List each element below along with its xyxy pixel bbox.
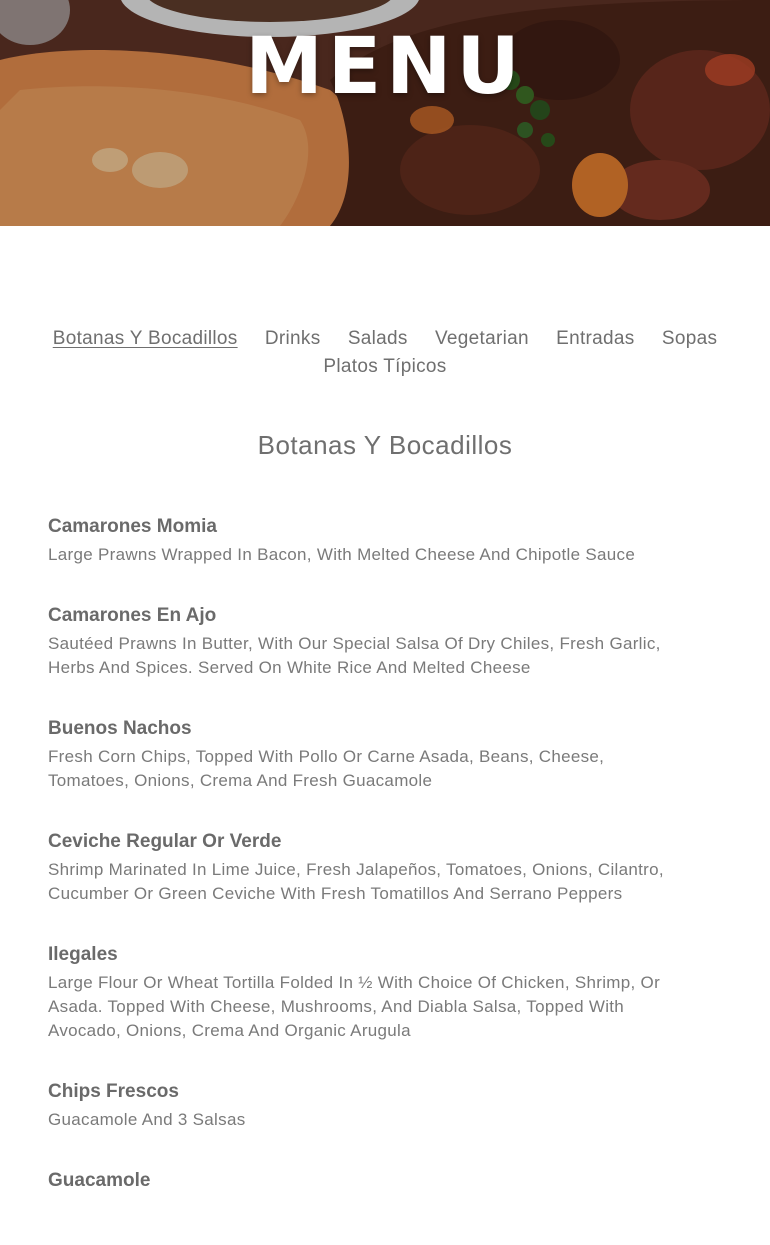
menu-item-description: Guacamole And 3 Salsas	[48, 1110, 246, 1129]
menu-item-name: Ceviche Regular Or Verde	[48, 831, 282, 852]
menu-category-nav	[40, 325, 730, 381]
nav-item-sopas[interactable]: Sopas	[661, 328, 718, 349]
menu-item-description: Sautéed Prawns In Butter, With Our Special Salsa Of Dry Chiles, Fresh Garlic, Herbs And Spices. Served On White Rice And Melted Cheese	[48, 634, 661, 677]
menu-item	[48, 715, 678, 793]
menu-item-name: Buenos Nachos	[48, 718, 192, 739]
menu-item-list	[48, 513, 678, 1230]
menu-item	[48, 828, 678, 906]
menu-item	[48, 513, 678, 567]
nav-item-vegetarian[interactable]: Vegetarian	[435, 328, 529, 349]
menu-item-name: Guacamole	[48, 1170, 151, 1191]
menu-item-name: Camarones En Ajo	[48, 605, 217, 626]
menu-item-name: Chips Frescos	[48, 1081, 179, 1102]
nav-item-drinks[interactable]: Drinks	[264, 328, 321, 349]
section-title: Botanas Y Bocadillos	[257, 430, 513, 460]
menu-item	[48, 1078, 678, 1132]
menu-item-name: Ilegales	[48, 944, 118, 965]
menu-item-name: Camarones Momia	[48, 516, 217, 537]
page-title: MENU	[245, 22, 525, 112]
menu-item-description: Large Prawns Wrapped In Bacon, With Melted Cheese And Chipotle Sauce	[48, 545, 636, 564]
nav-item-salads[interactable]: Salads	[347, 328, 408, 349]
nav-item-botanas-y-bocadillos[interactable]: Botanas Y Bocadillos	[52, 328, 238, 349]
menu-item	[48, 1167, 678, 1195]
menu-item-description: Large Flour Or Wheat Tortilla Folded In ½ With Choice Of Chicken, Shrimp, Or Asada. Topped With Cheese, Mushrooms, And Diabla Salsa, Topped With Avocado, Onions, Crema And Organic Arugula	[48, 973, 661, 1040]
menu-item-description: Shrimp Marinated In Lime Juice, Fresh Jalapeños, Tomatoes, Onions, Cilantro, Cucumber Or Green Ceviche With Fresh Tomatillos And Serrano Peppers	[48, 860, 664, 903]
nav-item-entradas[interactable]: Entradas	[556, 328, 635, 349]
menu-item-description: Fresh Corn Chips, Topped With Pollo Or Carne Asada, Beans, Cheese, Tomatoes, Onions, Crema And Fresh Guacamole	[48, 747, 605, 790]
menu-item	[48, 941, 678, 1043]
nav-item-platos-tipicos[interactable]: Platos Típicos	[323, 356, 447, 377]
hero-banner	[0, 0, 770, 226]
menu-item	[48, 602, 678, 680]
